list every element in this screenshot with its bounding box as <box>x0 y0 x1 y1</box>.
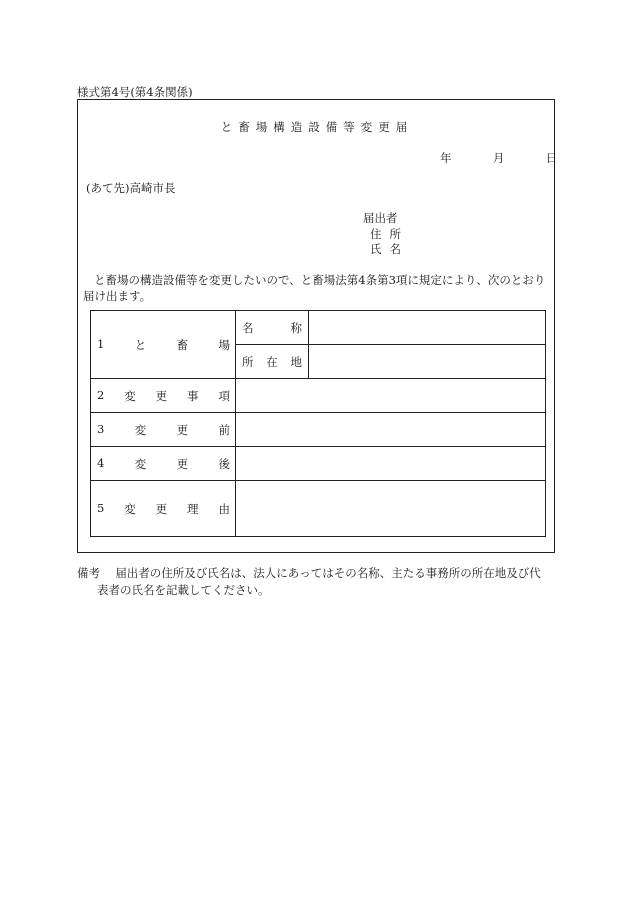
date-month: 月 <box>492 151 505 165</box>
form-frame <box>77 99 558 553</box>
change-reason-value[interactable] <box>236 481 546 537</box>
before-change-value[interactable] <box>236 413 546 447</box>
notifier-address-label: 住所 <box>370 227 409 241</box>
table-row <box>91 413 546 447</box>
remarks-text-2: 表者の氏名を記載してください。 <box>97 583 270 597</box>
table-row <box>91 481 546 537</box>
date-year: 年 <box>440 151 452 165</box>
remarks-text-1: 届出者の住所及び氏名は、法人にあってはその名称、主たる事務所の所在地及び代 <box>115 566 541 580</box>
details-table <box>90 310 546 537</box>
addressee: (あて先)高崎市長 <box>86 181 176 195</box>
notifier-label: 届出者 <box>363 211 398 225</box>
form-title: と畜場構造設備等変更届 <box>220 120 414 134</box>
row-number: 1 <box>97 336 105 351</box>
form-number: 様式第4号(第4条関係) <box>77 85 193 99</box>
location-value[interactable] <box>309 345 546 379</box>
name-value[interactable] <box>309 311 546 345</box>
location-label: 所 在 地 <box>236 345 309 379</box>
table-row <box>91 379 546 413</box>
date-day: 日 <box>545 151 558 165</box>
remarks-line-1 <box>77 565 541 581</box>
table-row <box>91 311 546 345</box>
change-reason-label: 5 変 更 理 由 <box>91 481 236 537</box>
change-item-label: 2 変 更 事 項 <box>91 379 236 413</box>
body-text: と畜場の構造設備等を変更したいので、と畜場法第4条第3項に規定により、次のとおり届け出ます。 <box>83 273 546 303</box>
remarks-label: 備考 <box>77 566 100 580</box>
notifier-name-label: 氏名 <box>370 242 409 256</box>
slaughterhouse-label: 1 と 畜 場 <box>91 311 236 379</box>
name-label: 名 称 <box>236 311 309 345</box>
before-change-label: 3 変 更 前 <box>91 413 236 447</box>
after-change-label: 4 変 更 後 <box>91 447 236 481</box>
after-change-value[interactable] <box>236 447 546 481</box>
table-row <box>91 447 546 481</box>
change-item-value[interactable] <box>236 379 546 413</box>
date-line <box>440 150 557 166</box>
